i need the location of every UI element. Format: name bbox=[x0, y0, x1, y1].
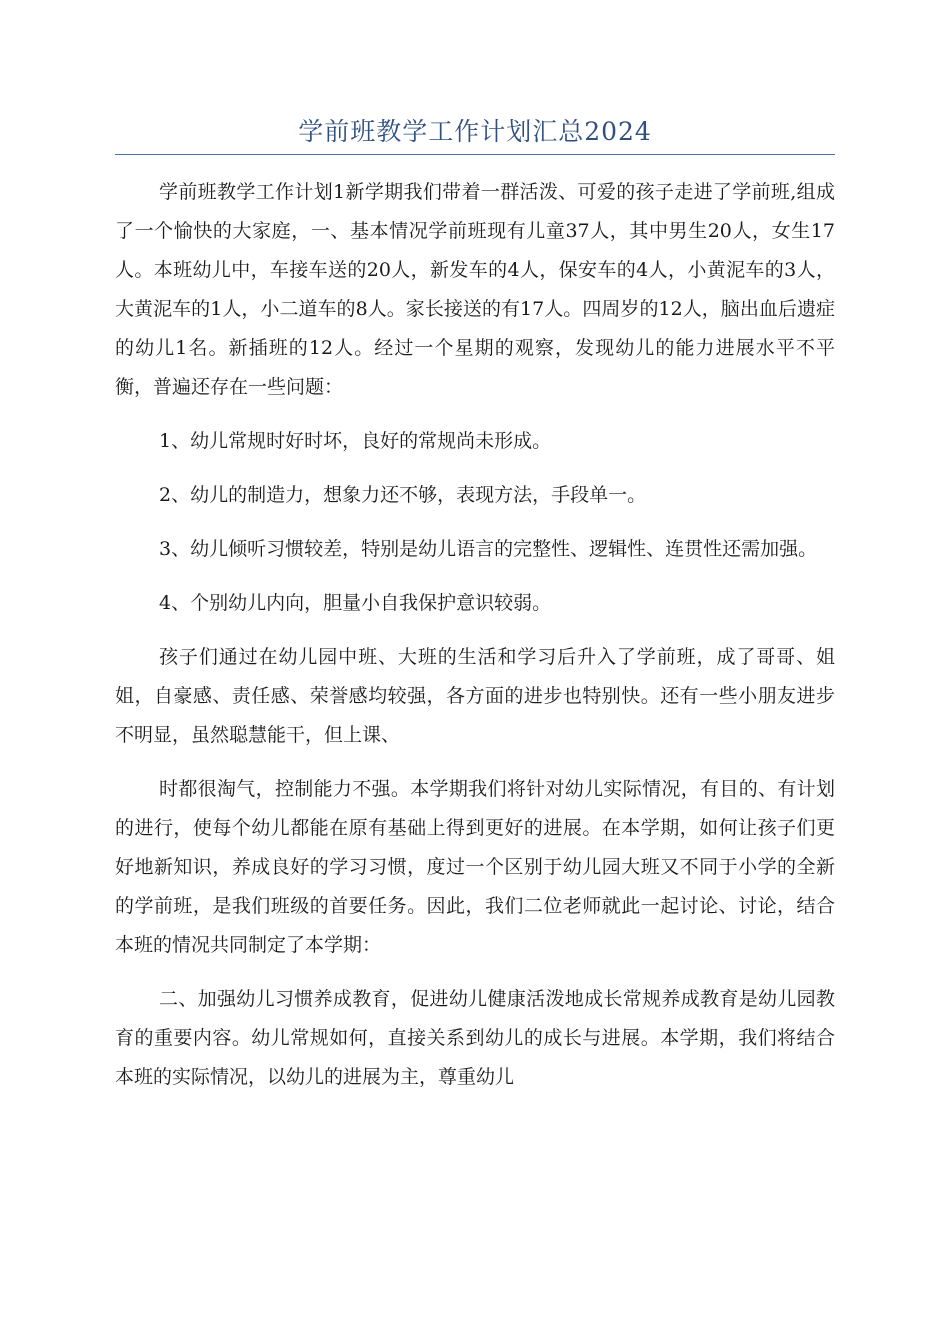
document-title: 学前班教学工作计划汇总2024 bbox=[298, 117, 652, 146]
paragraph-children-progress: 孩子们通过在幼儿园中班、大班的生活和学习后升入了学前班，成了哥哥、姐姐，自豪感、责任感、荣誉感均较强，各方面的进步也特别快。还有一些小朋友进步不明显，虽然聪慧能干，但上课、 bbox=[115, 646, 835, 746]
paragraph-problem-2: 2、幼儿的制造力，想象力还不够，表现方法，手段单一。 bbox=[159, 484, 647, 506]
paragraph-problem-4: 4、个别幼儿内向，胆量小自我保护意识较弱。 bbox=[159, 592, 552, 614]
title-underline bbox=[115, 154, 835, 155]
paragraph-problem-3: 3、幼儿倾听习惯较差，特别是幼儿语言的完整性、逻辑性、连贯性还需加强。 bbox=[159, 538, 818, 560]
paragraph-semester-goals: 时都很淘气，控制能力不强。本学期我们将针对幼儿实际情况，有目的、有计划的进行，使每个幼儿都能在原有基础上得到更好的进展。在本学期，如何让孩子们更好地新知识，养成良好的学习习惯，度过一个区别于幼儿园大班又不同于小学的全新的学前班，是我们班级的首要任务。因此，我们二位老师就此一起讨论、讨论，结合本班的情况共同制定了本学期： bbox=[115, 778, 835, 956]
paragraph-problem-1: 1、幼儿常规时好时坏，良好的常规尚未形成。 bbox=[159, 430, 552, 452]
paragraph-section-two: 二、加强幼儿习惯养成教育，促进幼儿健康活泼地成长常规养成教育是幼儿园教育的重要内容。幼儿常规如何，直接关系到幼儿的成长与进展。本学期，我们将结合本班的实际情况，以幼儿的进展为主，尊重幼儿 bbox=[115, 988, 835, 1088]
document-body bbox=[115, 173, 835, 1112]
paragraph-intro: 学前班教学工作计划1新学期我们带着一群活泼、可爱的孩子走进了学前班,组成了一个愉快的大家庭，一、基本情况学前班现有儿童37人，其中男生20人，女生17人。本班幼儿中，车接车送的20人，新发车的4人，保安车的4人，小黄泥车的3人，大黄泥车的1人，小二道车的8人。家长接送的有17人。四周岁的12人，脑出血后遗症的幼儿1名。新插班的12人。经过一个星期的观察，发现幼儿的能力进展水平不平衡，普遍还存在一些问题： bbox=[115, 181, 835, 398]
